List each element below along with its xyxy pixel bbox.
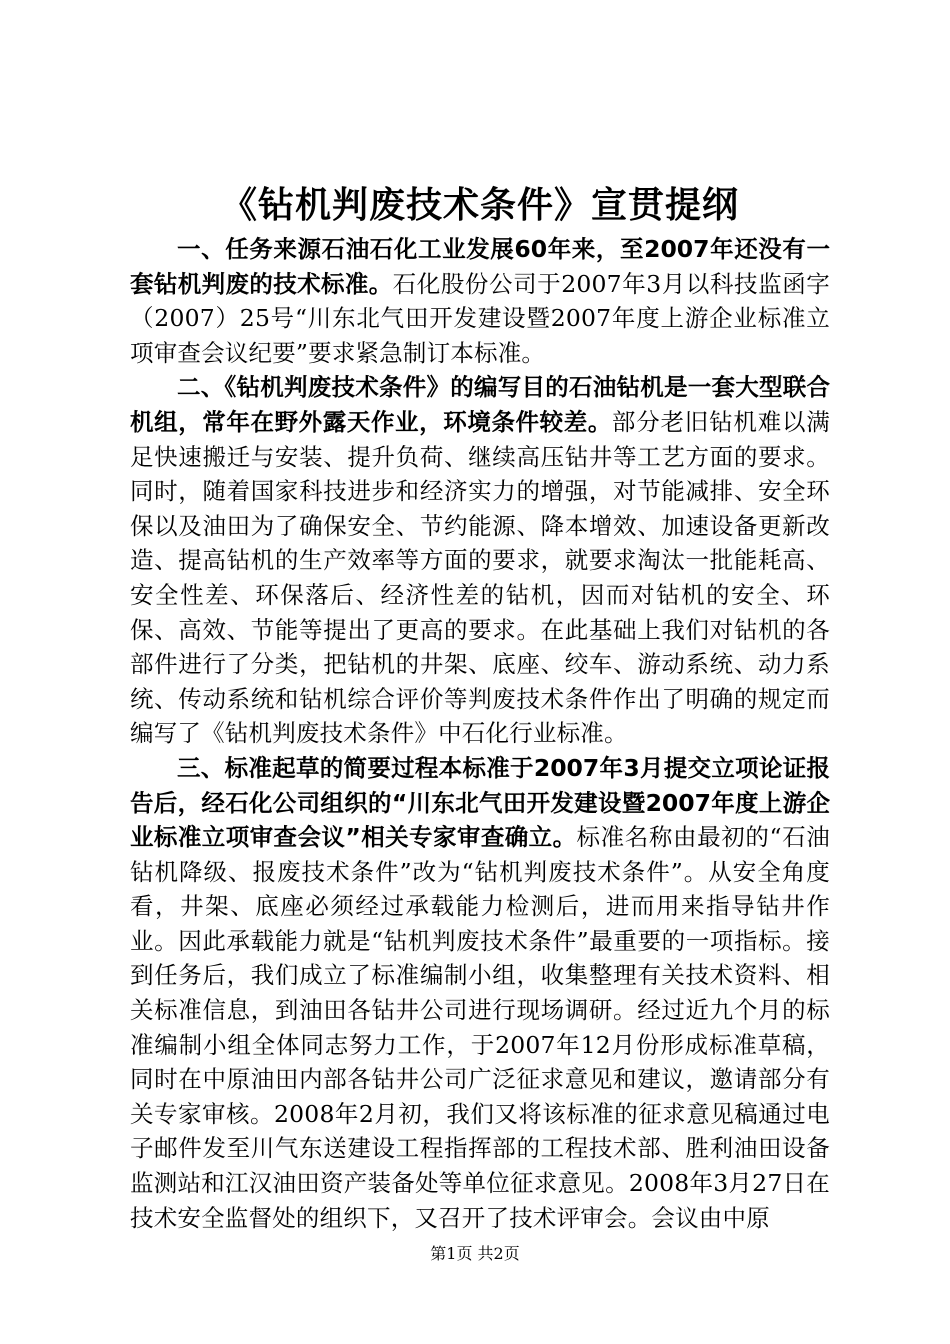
document-page xyxy=(130,180,830,1235)
paragraph-lead: 二、《钻机判废技术条件》的编写目的石油钻机是一套大型联合机组，常年在野外露天作业，环境条件较差。 xyxy=(130,373,830,436)
paragraph-purpose xyxy=(130,370,830,751)
document-title: 《钻机判废技术条件》宣贯提纲 xyxy=(220,185,739,226)
page-number: 第1页 共2页 xyxy=(430,1244,520,1263)
paragraph-task-source xyxy=(130,232,830,370)
paragraph-lead: 三、标准起草的简要过程本标准于2007年3月提交立项论证报告后，经石化公司组织的“川东北气田开发建设暨2007年度上游企业标准立项审查会议”相关专家审查确立。 xyxy=(130,753,830,852)
paragraph-body: 标准名称由最初的“石油钻机降级、报废技术条件”改为“钻机判废技术条件”。从安全角度看，井架、底座必须经过承载能力检测后，进而用来指导钻井作业。因此承载能力就是“钻机判废技术条件”最重要的一项指标。接到任务后，我们成立了标准编制小组，收集整理有关技术资料、相关标准信息，到油田各钻井公司进行现场调研。经过近九个月的标准编制小组全体同志努力工作，于2007年12月份形成标准草稿，同时在中原油田内部各钻井公司广泛征求意见和建议，邀请部分有关专家审核。2008年2月初，我们又将该标准的征求意见稿通过电子邮件发至川气东送建设工程指挥部的工程技术部、胜利油田设备监测站和江汉油田资产装备处等单位征求意见。2008年3月27日在技术安全监督处的组织下，又召开了技术评审会。会议由中原 xyxy=(130,823,830,1232)
paragraph-body: 石化股份公司于2007年3月以科技监函字（2007）25号“川东北气田开发建设暨2007年度上游企业标准立项审查会议纪要”要求紧急制订本标准。 xyxy=(130,269,830,367)
paragraph-lead: 一、任务来源石油石化工业发展60年来，至2007年还没有一套钻机判废的技术标准。 xyxy=(130,235,830,298)
paragraph-body: 部分老旧钻机难以满足快速搬迁与安装、提升负荷、继续高压钻井等工艺方面的要求。同时，随着国家科技进步和经济实力的增强，对节能减排、安全环保以及油田为了确保安全、节约能源、降本增效、加速设备更新改造、提高钻机的生产效率等方面的要求，就要求淘汰一批能耗高、安全性差、环保落后、经济性差的钻机，因而对钻机的安全、环保、高效、节能等提出了更高的要求。在此基础上我们对钻机的各部件进行了分类，把钻机的井架、底座、绞车、游动系统、动力系统、传动系统和钻机综合评价等判废技术条件作出了明确的规定而编写了《钻机判废技术条件》中石化行业标准。 xyxy=(130,407,830,748)
paragraph-drafting-process xyxy=(130,751,830,1235)
